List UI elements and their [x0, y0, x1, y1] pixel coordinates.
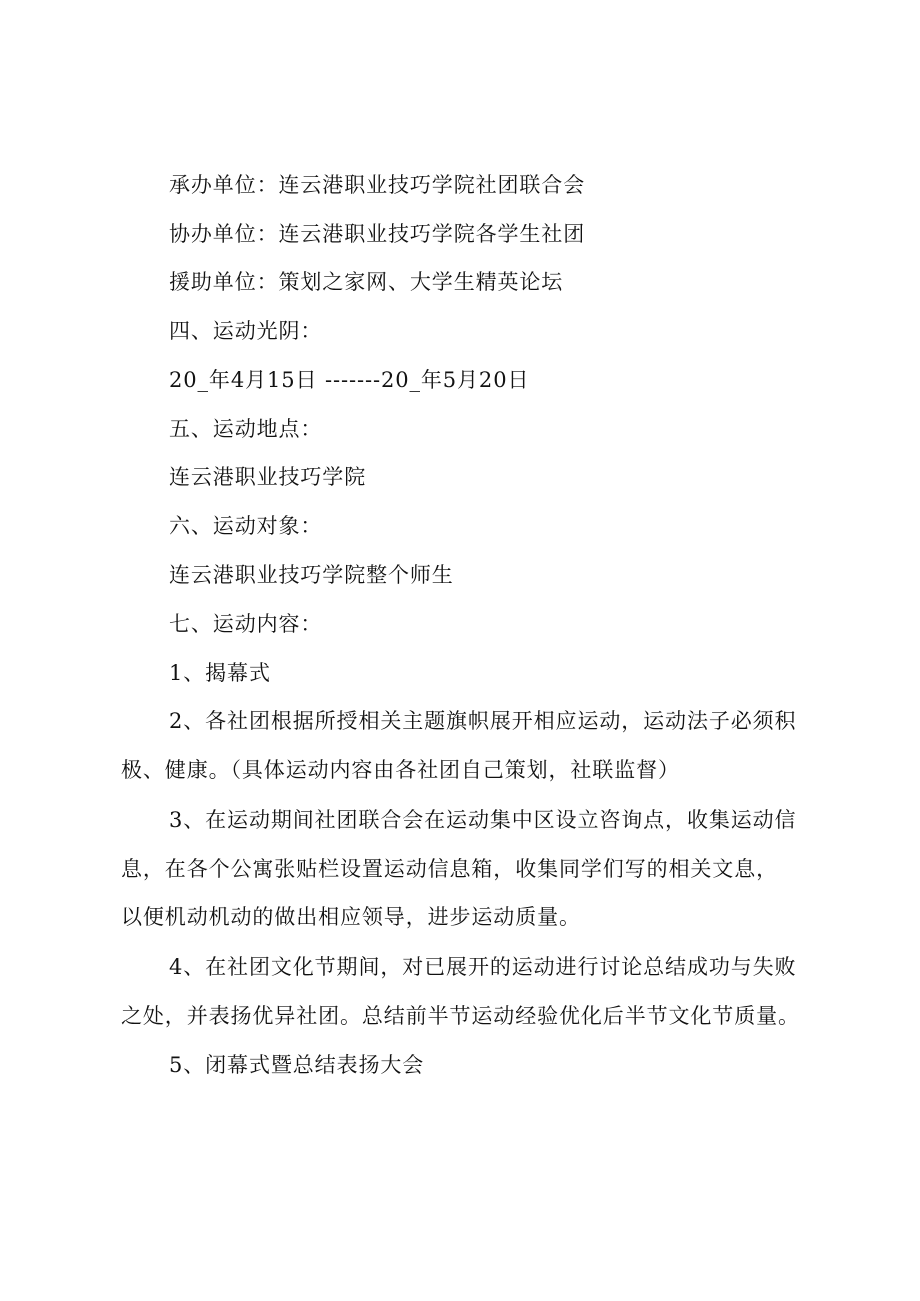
content-item-4-line-2: 之处，并表扬优异社团。总结前半节运动经验优化后半节文化节质量。 [121, 1004, 800, 1028]
section-time-value: 20_年4月15日 -------20_年5月20日 [169, 368, 530, 392]
co-organizer-line: 协办单位：连云港职业技巧学院各学生社团 [169, 222, 586, 246]
section-content-heading: 七、运动内容： [169, 612, 323, 636]
section-location-heading: 五、运动地点： [169, 417, 323, 441]
content-item-3-line-3: 以便机动机动的做出相应领导，进步运动质量。 [121, 905, 581, 929]
section-time-heading: 四、运动光阴： [169, 319, 323, 343]
content-item-4-line-1: 4、在社团文化节期间，对已展开的运动进行讨论总结成功与失败 [169, 955, 797, 979]
content-item-3-line-2: 息，在各个公寓张贴栏设置运动信息箱，收集同学们写的相关文息， [121, 857, 778, 881]
section-location-value: 连云港职业技巧学院 [169, 465, 367, 489]
support-organizer-line: 援助单位：策划之家网、大学生精英论坛 [169, 270, 564, 294]
content-item-2-line-2: 极、健康。（具体运动内容由各社团自己策划，社联监督） [121, 758, 680, 782]
content-item-1: 1、揭幕式 [169, 661, 271, 685]
content-item-5: 5、闭幕式暨总结表扬大会 [169, 1053, 425, 1077]
content-item-2-line-1: 2、各社团根据所授相关主题旗帜展开相应运动，运动法子必须积 [169, 709, 797, 733]
section-audience-heading: 六、运动对象： [169, 514, 323, 538]
section-audience-value: 连云港职业技巧学院整个师生 [169, 563, 454, 587]
host-organizer-line: 承办单位：连云港职业技巧学院社团联合会 [169, 173, 586, 197]
content-item-3-line-1: 3、在运动期间社团联合会在运动集中区设立咨询点，收集运动信 [169, 808, 797, 832]
